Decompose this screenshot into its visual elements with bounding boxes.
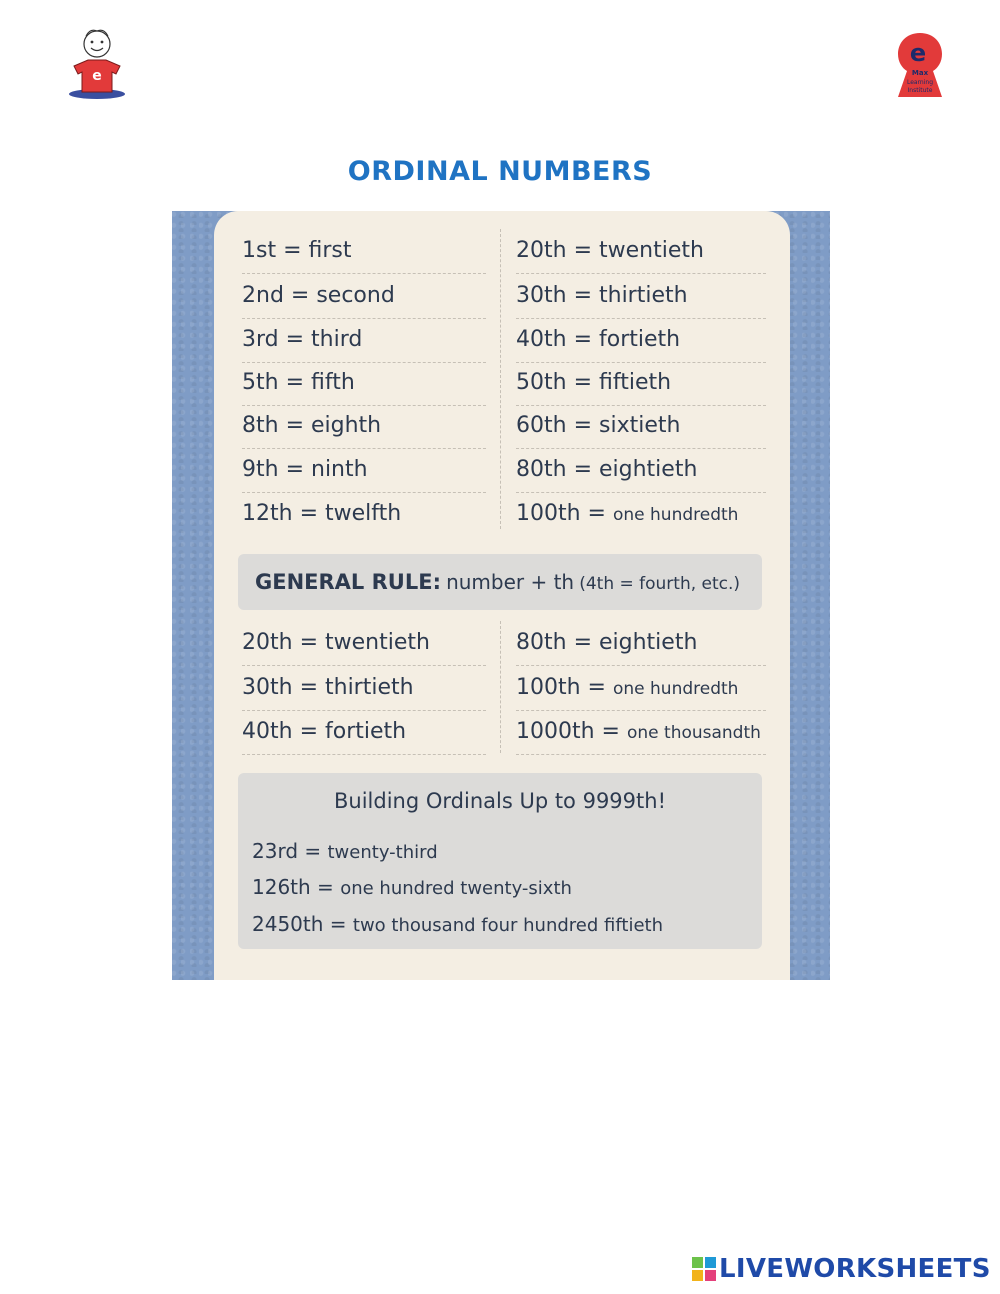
ordinal-row: 20th = twentieth	[516, 229, 766, 274]
ordinal-word: second	[316, 283, 395, 308]
building-ordinals-line: 2450th = two thousand four hundred fiftieth	[252, 912, 663, 936]
ordinal-number: 3rd	[242, 327, 279, 352]
top-table-divider	[500, 229, 501, 529]
ordinal-number: 2450th	[252, 912, 324, 936]
e-max-learning-institute-logo-icon	[890, 30, 950, 100]
ordinal-row: 1000th = one thousandth	[516, 710, 766, 755]
ordinal-word: one hundredth	[612, 679, 739, 699]
ordinal-number: 40th	[242, 719, 293, 744]
ordinal-number: 8th	[242, 413, 279, 438]
ordinal-number: 20th	[516, 238, 567, 263]
ordinal-number: 50th	[516, 370, 567, 395]
ordinal-row: 80th = eightieth	[516, 621, 766, 666]
svg-text:Learning: Learning	[906, 79, 934, 86]
ordinal-number: 80th	[516, 630, 567, 655]
ordinal-number: 1000th	[516, 719, 595, 744]
ordinal-number: 100th	[516, 675, 581, 700]
ordinal-word: ninth	[311, 457, 368, 482]
ordinal-row: 30th = thirtieth	[242, 666, 486, 711]
ordinal-word: sixtieth	[599, 413, 681, 438]
ordinal-word: fortieth	[325, 719, 407, 744]
ordinal-word: two thousand four hundred fiftieth	[352, 915, 663, 936]
poster-paper	[214, 211, 790, 980]
general-rule-example: (4th = fourth, etc.)	[579, 574, 741, 594]
ordinal-word: eightieth	[599, 457, 698, 482]
ordinal-number: 2nd	[242, 283, 284, 308]
ordinal-word: eightieth	[599, 630, 698, 655]
ordinal-row: 2nd = second	[242, 274, 486, 319]
ordinal-word: one thousandth	[626, 723, 761, 743]
ordinal-word: one hundredth	[612, 505, 739, 525]
ordinal-number: 126th	[252, 875, 311, 899]
ordinal-row: 12th = twelfth	[242, 501, 402, 526]
ordinal-word: fiftieth	[599, 370, 672, 395]
ordinal-number: 60th	[516, 413, 567, 438]
ordinal-number: 20th	[242, 630, 293, 655]
svg-text:Max: Max	[911, 69, 929, 77]
kid-mascot-logo-icon	[62, 26, 132, 100]
ordinal-row: 40th = fortieth	[242, 710, 486, 755]
ordinal-number: 23rd	[252, 839, 299, 863]
ordinal-word: thirtieth	[599, 283, 688, 308]
svg-text:Institute: Institute	[907, 87, 933, 94]
ordinal-word: eighth	[311, 413, 382, 438]
ordinal-word: fifth	[311, 370, 355, 395]
svg-text:e: e	[909, 39, 927, 67]
ordinal-word: twelfth	[325, 501, 402, 526]
ordinal-word: twentieth	[599, 238, 704, 263]
ordinal-number: 80th	[516, 457, 567, 482]
ordinal-number: 40th	[516, 327, 567, 352]
ordinal-row: 60th = sixtieth	[516, 404, 766, 449]
ordinal-row: 40th = fortieth	[516, 318, 766, 363]
building-ordinals-box	[238, 773, 762, 949]
ordinal-word: fortieth	[599, 327, 681, 352]
ordinal-numbers-poster	[172, 211, 830, 980]
ordinal-row: 1st = first	[242, 229, 486, 274]
ordinal-word: twenty-third	[327, 842, 438, 863]
ordinal-row: 9th = ninth	[242, 448, 486, 493]
ordinal-number: 1st	[242, 238, 277, 263]
bottom-table-divider	[500, 621, 501, 753]
ordinal-word: one hundred twenty-sixth	[340, 878, 572, 899]
ordinal-number: 100th	[516, 501, 581, 526]
ordinal-row: 3rd = third	[242, 318, 486, 363]
general-rule-formula: number + th	[446, 570, 575, 594]
ordinal-row: 80th = eightieth	[516, 448, 766, 493]
svg-text:e: e	[92, 68, 102, 84]
general-rule-label: GENERAL RULE:	[255, 570, 441, 594]
liveworksheets-logo-icon	[692, 1257, 716, 1281]
ordinal-row: 50th = fiftieth	[516, 361, 766, 406]
ordinal-number: 30th	[242, 675, 293, 700]
liveworksheets-wordmark: LIVEWORKSHEETS	[719, 1254, 991, 1284]
general-rule-box	[238, 554, 762, 610]
building-ordinals-line: 23rd = twenty-third	[252, 839, 438, 863]
page-title: ORDINAL NUMBERS	[347, 156, 653, 187]
ordinal-row: 20th = twentieth	[242, 621, 486, 666]
ordinal-word: twentieth	[325, 630, 430, 655]
ordinal-row: 8th = eighth	[242, 404, 486, 449]
ordinal-row: 100th = one hundredth	[516, 666, 766, 711]
ordinal-row: 30th = thirtieth	[516, 274, 766, 319]
ordinal-number: 5th	[242, 370, 279, 395]
building-ordinals-line: 126th = one hundred twenty-sixth	[252, 875, 572, 899]
ordinal-word: first	[308, 238, 352, 263]
ordinal-row: 100th = one hundredth	[516, 501, 739, 526]
ordinal-row: 5th = fifth	[242, 361, 486, 406]
ordinal-word: third	[311, 327, 363, 352]
building-ordinals-title: Building Ordinals Up to 9999th!	[334, 789, 666, 813]
ordinal-number: 30th	[516, 283, 567, 308]
ordinal-number: 12th	[242, 501, 293, 526]
ordinal-number: 9th	[242, 457, 279, 482]
ordinal-word: thirtieth	[325, 675, 414, 700]
